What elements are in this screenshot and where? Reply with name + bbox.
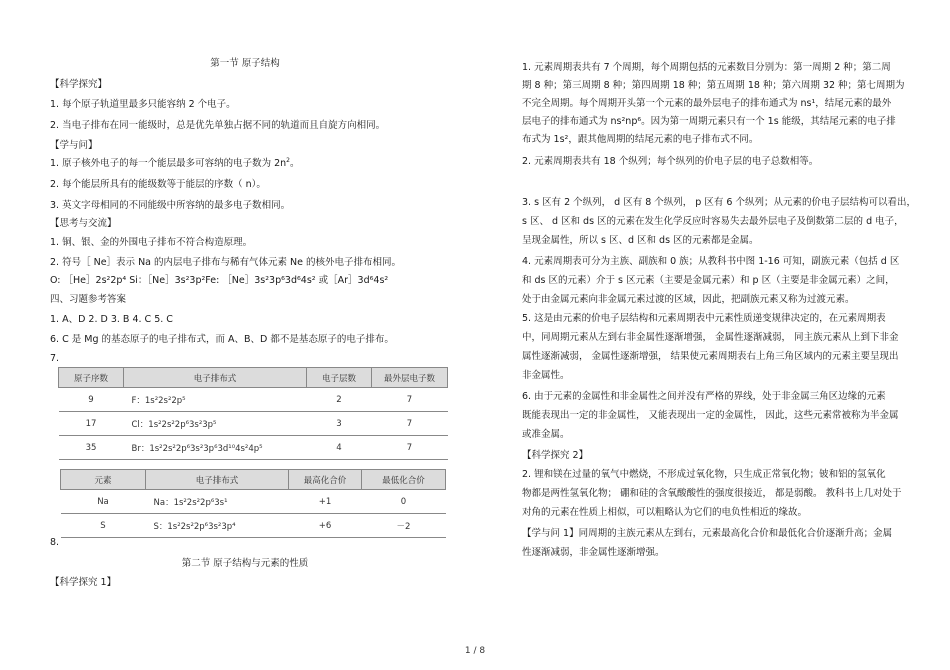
page-number: 1 / 8 bbox=[464, 646, 486, 656]
heading-exercise-answers: 四、习题参考答案 bbox=[50, 294, 127, 305]
table-header: 电子排布式 bbox=[146, 470, 289, 490]
paragraph: 或准金属。 bbox=[522, 429, 570, 440]
table-cell: 2 bbox=[307, 388, 372, 412]
table-8 bbox=[60, 469, 446, 538]
paragraph: 层电子的排布通式为 ns²np⁶。因为第一周期元素只有一个 1s 能级，其结尾元素的电子排 bbox=[522, 116, 896, 127]
paragraph: 2. 符号［ Ne］表示 Na 的内层电子排布与稀有气体元素 Ne 的核外电子排布相同。 bbox=[50, 257, 402, 268]
table-cell: 0 bbox=[362, 490, 446, 514]
paragraph: 呈现金属性，所以 s 区、d 区和 ds 区的元素都是金属。 bbox=[522, 235, 759, 246]
table-row bbox=[61, 490, 446, 514]
paragraph: 6. 由于元素的金属性和非金属性之间并没有严格的界线，处于非金属三角区边缘的元素 bbox=[522, 391, 886, 402]
table-header: 元素 bbox=[61, 470, 146, 490]
paragraph: 1. 铜、银、金的外围电子排布不符合构造原理。 bbox=[50, 237, 253, 248]
table-header: 最外层电子数 bbox=[372, 368, 448, 388]
paragraph: 和 ds 区的元素）介于 s 区元素（主要是金属元素）和 p 区（主要是非金属元素）之间， bbox=[522, 275, 895, 286]
paragraph: 1. 元素周期表共有 7 个周期，每个周期包括的元素数目分别为：第一周期 2 种；第二周 bbox=[522, 62, 891, 73]
paragraph: 5. 这是由元素的价电子层结构和元素周期表中元素性质递变规律决定的，在元素周期表 bbox=[522, 313, 886, 324]
paragraph: 【学与问 1】同周期的主族元素从左到右，元素最高化合价和最低化合价逐渐升高；金属 bbox=[522, 528, 893, 539]
table-row bbox=[59, 412, 448, 436]
paragraph: 物都是两性氢氧化物； 硼和硅的含氧酸酸性的强度很接近， 都是弱酸。 教科书上几对处于 bbox=[522, 488, 902, 499]
answers: 1. A、D 2. D 3. B 4. C 5. C bbox=[50, 314, 173, 325]
paragraph: 2. 当电子排布在同一能级时，总是优先单独占据不同的轨道而且自旋方向相同。 bbox=[50, 120, 386, 131]
table-header: 电子排布式 bbox=[124, 368, 307, 388]
table-header: 电子层数 bbox=[307, 368, 372, 388]
table-cell: +1 bbox=[289, 490, 362, 514]
paragraph: 中，同周期元素从左到右非金属性逐渐增强， 金属性逐渐减弱， 同主族元素从上到下非金 bbox=[522, 332, 899, 343]
paragraph: 期 8 种；第三周期 8 种；第四周期 18 种；第五周期 18 种；第六周期 32 种；第七周期为 bbox=[522, 80, 905, 91]
paragraph: 6. C 是 Mg 的基态原子的电子排布式，而 A、B、D 都不是基态原子的电子排布。 bbox=[50, 334, 394, 345]
paragraph: 处于由金属元素向非金属元素过渡的区域，因此，把副族元素又称为过渡元素。 bbox=[522, 294, 855, 305]
paragraph: s 区、 d 区和 ds 区的元素在发生化学反应时容易失去最外层电子及倒数第二层的 d 电子， bbox=[522, 216, 904, 227]
heading-science-explore: 【科学探究】 bbox=[50, 79, 108, 90]
table-cell: +6 bbox=[289, 514, 362, 538]
table-cell: S bbox=[61, 514, 146, 538]
paragraph: 2. 元素周期表共有 18 个纵列；每个纵列的价电子层的电子总数相等。 bbox=[522, 156, 819, 167]
table-header: 最低化合价 bbox=[362, 470, 446, 490]
table-cell: －2 bbox=[362, 514, 446, 538]
paragraph: 3. 英文字母相同的不同能级中所容纳的最多电子数相同。 bbox=[50, 200, 291, 211]
heading-science-explore-2: 【科学探究 2】 bbox=[522, 450, 589, 461]
paragraph: 不完全周期。每个周期开头第一个元素的最外层电子的排布通式为 ns¹，结尾元素的最外 bbox=[522, 98, 892, 109]
paragraph: 布式为 1s²，跟其他周期的结尾元素的电子排布式不同。 bbox=[522, 134, 759, 145]
table-cell: 3 bbox=[307, 412, 372, 436]
section-title-2: 第二节 原子结构与元素的性质 bbox=[181, 558, 309, 569]
paragraph bbox=[50, 158, 300, 170]
table-cell: S：1s²2s²2p⁶3s²3p⁴ bbox=[146, 514, 289, 538]
paragraph: 既能表现出一定的非金属性， 又能表现出一定的金属性， 因此，这些元素常被称为半金属 bbox=[522, 410, 899, 421]
table-header: 原子序数 bbox=[59, 368, 124, 388]
heading-science-explore-1: 【科学探究 1】 bbox=[50, 577, 117, 588]
table-row bbox=[59, 388, 448, 412]
table-cell: 7 bbox=[372, 388, 448, 412]
paragraph: 对角的元素在性质上相似，可以粗略认为它们的电负性相近的缘故。 bbox=[522, 507, 808, 518]
table-row bbox=[59, 436, 448, 460]
table-7 bbox=[58, 367, 448, 460]
electron-configurations: O: ［He］2s²2p⁴ Si：［Ne］3s²3p²Fe: ［Ne］3s²3p⁶3d⁶4s² 或［Ar］3d⁶4s² bbox=[50, 275, 389, 286]
question-label-8: 8. bbox=[50, 537, 60, 548]
table-cell: Na bbox=[61, 490, 146, 514]
paragraph: 3. s 区有 2 个纵列， d 区有 8 个纵列， p 区有 6 个纵列；从元素的价电子层结构可以看出， bbox=[522, 197, 916, 208]
table-cell: Cl：1s²2s²2p⁶3s²3p⁵ bbox=[124, 412, 307, 436]
text-run: 。 bbox=[290, 158, 300, 169]
paragraph: 性逐渐减弱，非金属性逐渐增强。 bbox=[522, 547, 665, 558]
table-cell: Br：1s²2s²2p⁶3s²3p⁶3d¹⁰4s²4p⁵ bbox=[124, 436, 307, 460]
heading-think-discuss: 【思考与交流】 bbox=[50, 218, 117, 229]
paragraph: 非金属性。 bbox=[522, 370, 570, 381]
section-title: 第一节 原子结构 bbox=[210, 58, 280, 69]
paragraph: 属性逐渐减弱， 金属性逐渐增强， 结果使元素周期表右上角三角区域内的元素主要呈现出 bbox=[522, 351, 899, 362]
paragraph: 4. 元素周期表可分为主族、副族和 0 族；从教科书中图 1-16 可知，副族元素（包括 d 区 bbox=[522, 256, 900, 267]
table-cell: 4 bbox=[307, 436, 372, 460]
paragraph: 2. 每个能层所具有的能级数等于能层的序数（ n）。 bbox=[50, 179, 266, 190]
superscript: 2 bbox=[286, 156, 290, 164]
table-cell: Na：1s²2s²2p⁶3s¹ bbox=[146, 490, 289, 514]
table-cell: 9 bbox=[59, 388, 124, 412]
text-run: 1. 原子核外电子的每一个能层最多可容纳的电子数为 2n bbox=[50, 158, 287, 169]
table-row bbox=[61, 514, 446, 538]
heading-learn-ask: 【学与问】 bbox=[50, 140, 98, 151]
table-cell: F：1s²2s²2p⁵ bbox=[124, 388, 307, 412]
paragraph: 1. 每个原子轨道里最多只能容纳 2 个电子。 bbox=[50, 99, 236, 110]
question-label-7: 7. bbox=[50, 353, 60, 364]
table-cell: 17 bbox=[59, 412, 124, 436]
table-header: 最高化合价 bbox=[289, 470, 362, 490]
table-cell: 7 bbox=[372, 412, 448, 436]
paragraph: 2. 锂和镁在过量的氧气中燃烧，不形成过氧化物，只生成正常氧化物；铍和铝的氢氧化 bbox=[522, 469, 886, 480]
table-cell: 35 bbox=[59, 436, 124, 460]
table-cell: 7 bbox=[372, 436, 448, 460]
